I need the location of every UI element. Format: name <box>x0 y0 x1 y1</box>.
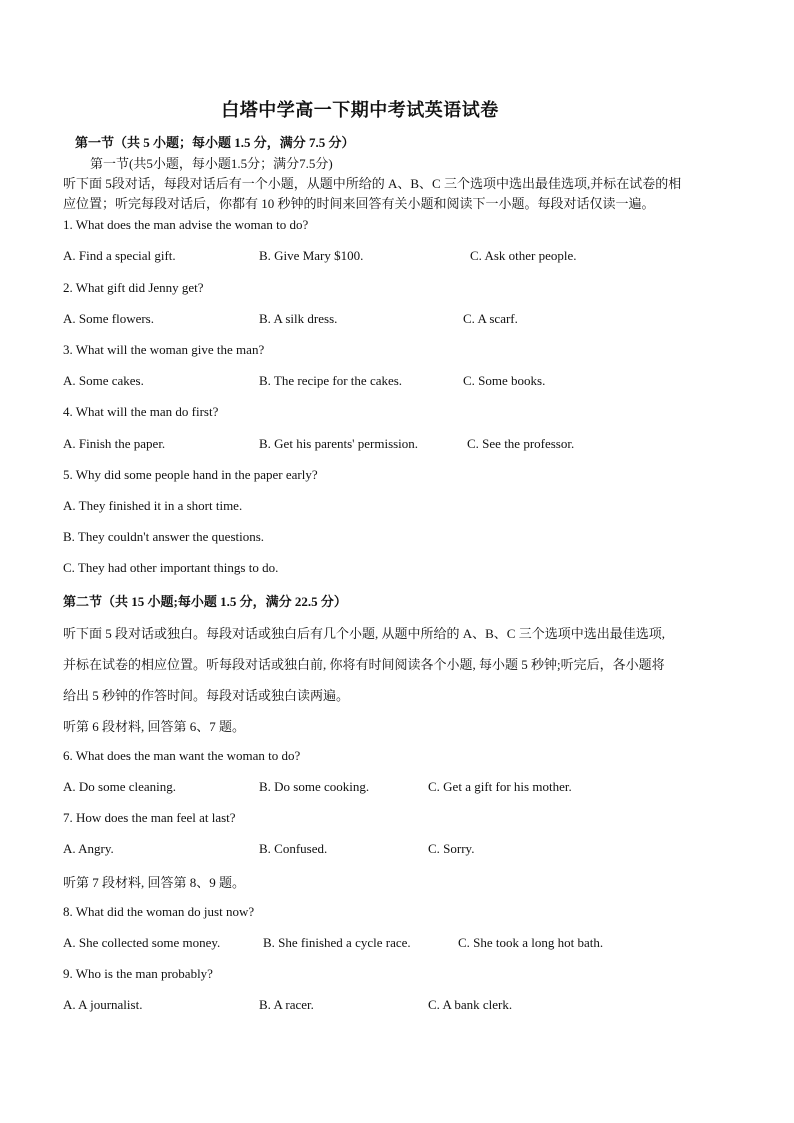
q5-option-c: C. They had other important things to do. <box>63 560 279 575</box>
q9-option-c: C. A bank clerk. <box>428 997 513 1012</box>
q1-option-a: A. Find a special gift. <box>63 248 176 263</box>
q6-option-a: A. Do some cleaning. <box>63 779 177 794</box>
section1-instructions-line2: 应位置；听完每段对话后，你都有 10 秒钟的时间来回答有关小题和阅读下一小题。每段对话仅读一遍。 <box>63 196 655 211</box>
q9-option-a: A. A journalist. <box>63 997 143 1012</box>
q8-option-a: A. She collected some money. <box>63 935 221 950</box>
q1-option-b: B. Give Mary $100. <box>259 248 364 263</box>
part6-label: 听第 6 段材料, 回答第 6、7 题。 <box>63 719 246 734</box>
q8-option-c: C. She took a long hot bath. <box>458 935 604 950</box>
section1-subheading: 第一节(共5小题，每小题1.5分；满分7.5分) <box>90 156 333 171</box>
question-5: 5. Why did some people hand in the paper early? <box>63 467 318 482</box>
section2-instructions-line2: 并标在试卷的相应位置。听每段对话或独白前, 你将有时间阅读各个小题, 每小题 5 秒钟;听完后，各小题将 <box>63 657 665 672</box>
q7-option-b: B. Confused. <box>259 841 328 856</box>
section1-instructions-line1: 听下面 5段对话，每段对话后有一个小题，从题中所给的 A、B、C 三个选项中选出最佳选项,并标在试卷的相 <box>63 176 682 191</box>
section2-heading: 第二节（共 15 小题;每小题 1.5 分，满分 22.5 分） <box>63 594 347 609</box>
q6-option-c: C. Get a gift for his mother. <box>428 779 572 794</box>
question-1: 1. What does the man advise the woman to do? <box>63 217 309 232</box>
q5-option-a: A. They finished it in a short time. <box>63 498 243 513</box>
question-3: 3. What will the woman give the man? <box>63 342 265 357</box>
q3-option-a: A. Some cakes. <box>63 373 144 388</box>
q8-option-b: B. She finished a cycle race. <box>263 935 411 950</box>
q3-option-c: C. Some books. <box>463 373 546 388</box>
part7-label: 听第 7 段材料, 回答第 8、9 题。 <box>63 875 246 890</box>
q4-option-a: A. Finish the paper. <box>63 436 166 451</box>
section1-heading: 第一节（共 5 小题；每小题 1.5 分，满分 7.5 分） <box>75 135 355 150</box>
question-9: 9. Who is the man probably? <box>63 966 213 981</box>
q2-option-b: B. A silk dress. <box>259 311 338 326</box>
question-6: 6. What does the man want the woman to do? <box>63 748 301 763</box>
exam-title: 白塔中学高一下期中考试英语试卷 <box>221 100 499 120</box>
q4-option-c: C. See the professor. <box>467 436 575 451</box>
section2-instructions-line3: 给出 5 秒钟的作答时间。每段对话或独白读两遍。 <box>63 688 350 703</box>
q4-option-b: B. Get his parents' permission. <box>259 436 419 451</box>
q7-option-c: C. Sorry. <box>428 841 475 856</box>
q3-option-b: B. The recipe for the cakes. <box>259 373 403 388</box>
question-8: 8. What did the woman do just now? <box>63 904 255 919</box>
q9-option-b: B. A racer. <box>259 997 314 1012</box>
q7-option-a: A. Angry. <box>63 841 114 856</box>
q5-option-b: B. They couldn't answer the questions. <box>63 529 265 544</box>
q1-option-c: C. Ask other people. <box>470 248 577 263</box>
question-7: 7. How does the man feel at last? <box>63 810 236 825</box>
question-4: 4. What will the man do first? <box>63 404 219 419</box>
q2-option-a: A. Some flowers. <box>63 311 154 326</box>
q6-option-b: B. Do some cooking. <box>259 779 370 794</box>
section2-instructions-line1: 听下面 5 段对话或独白。每段对话或独白后有几个小题, 从题中所给的 A、B、C 三个选项中选出最佳选项, <box>63 626 665 641</box>
q2-option-c: C. A scarf. <box>463 311 518 326</box>
question-2: 2. What gift did Jenny get? <box>63 280 204 295</box>
